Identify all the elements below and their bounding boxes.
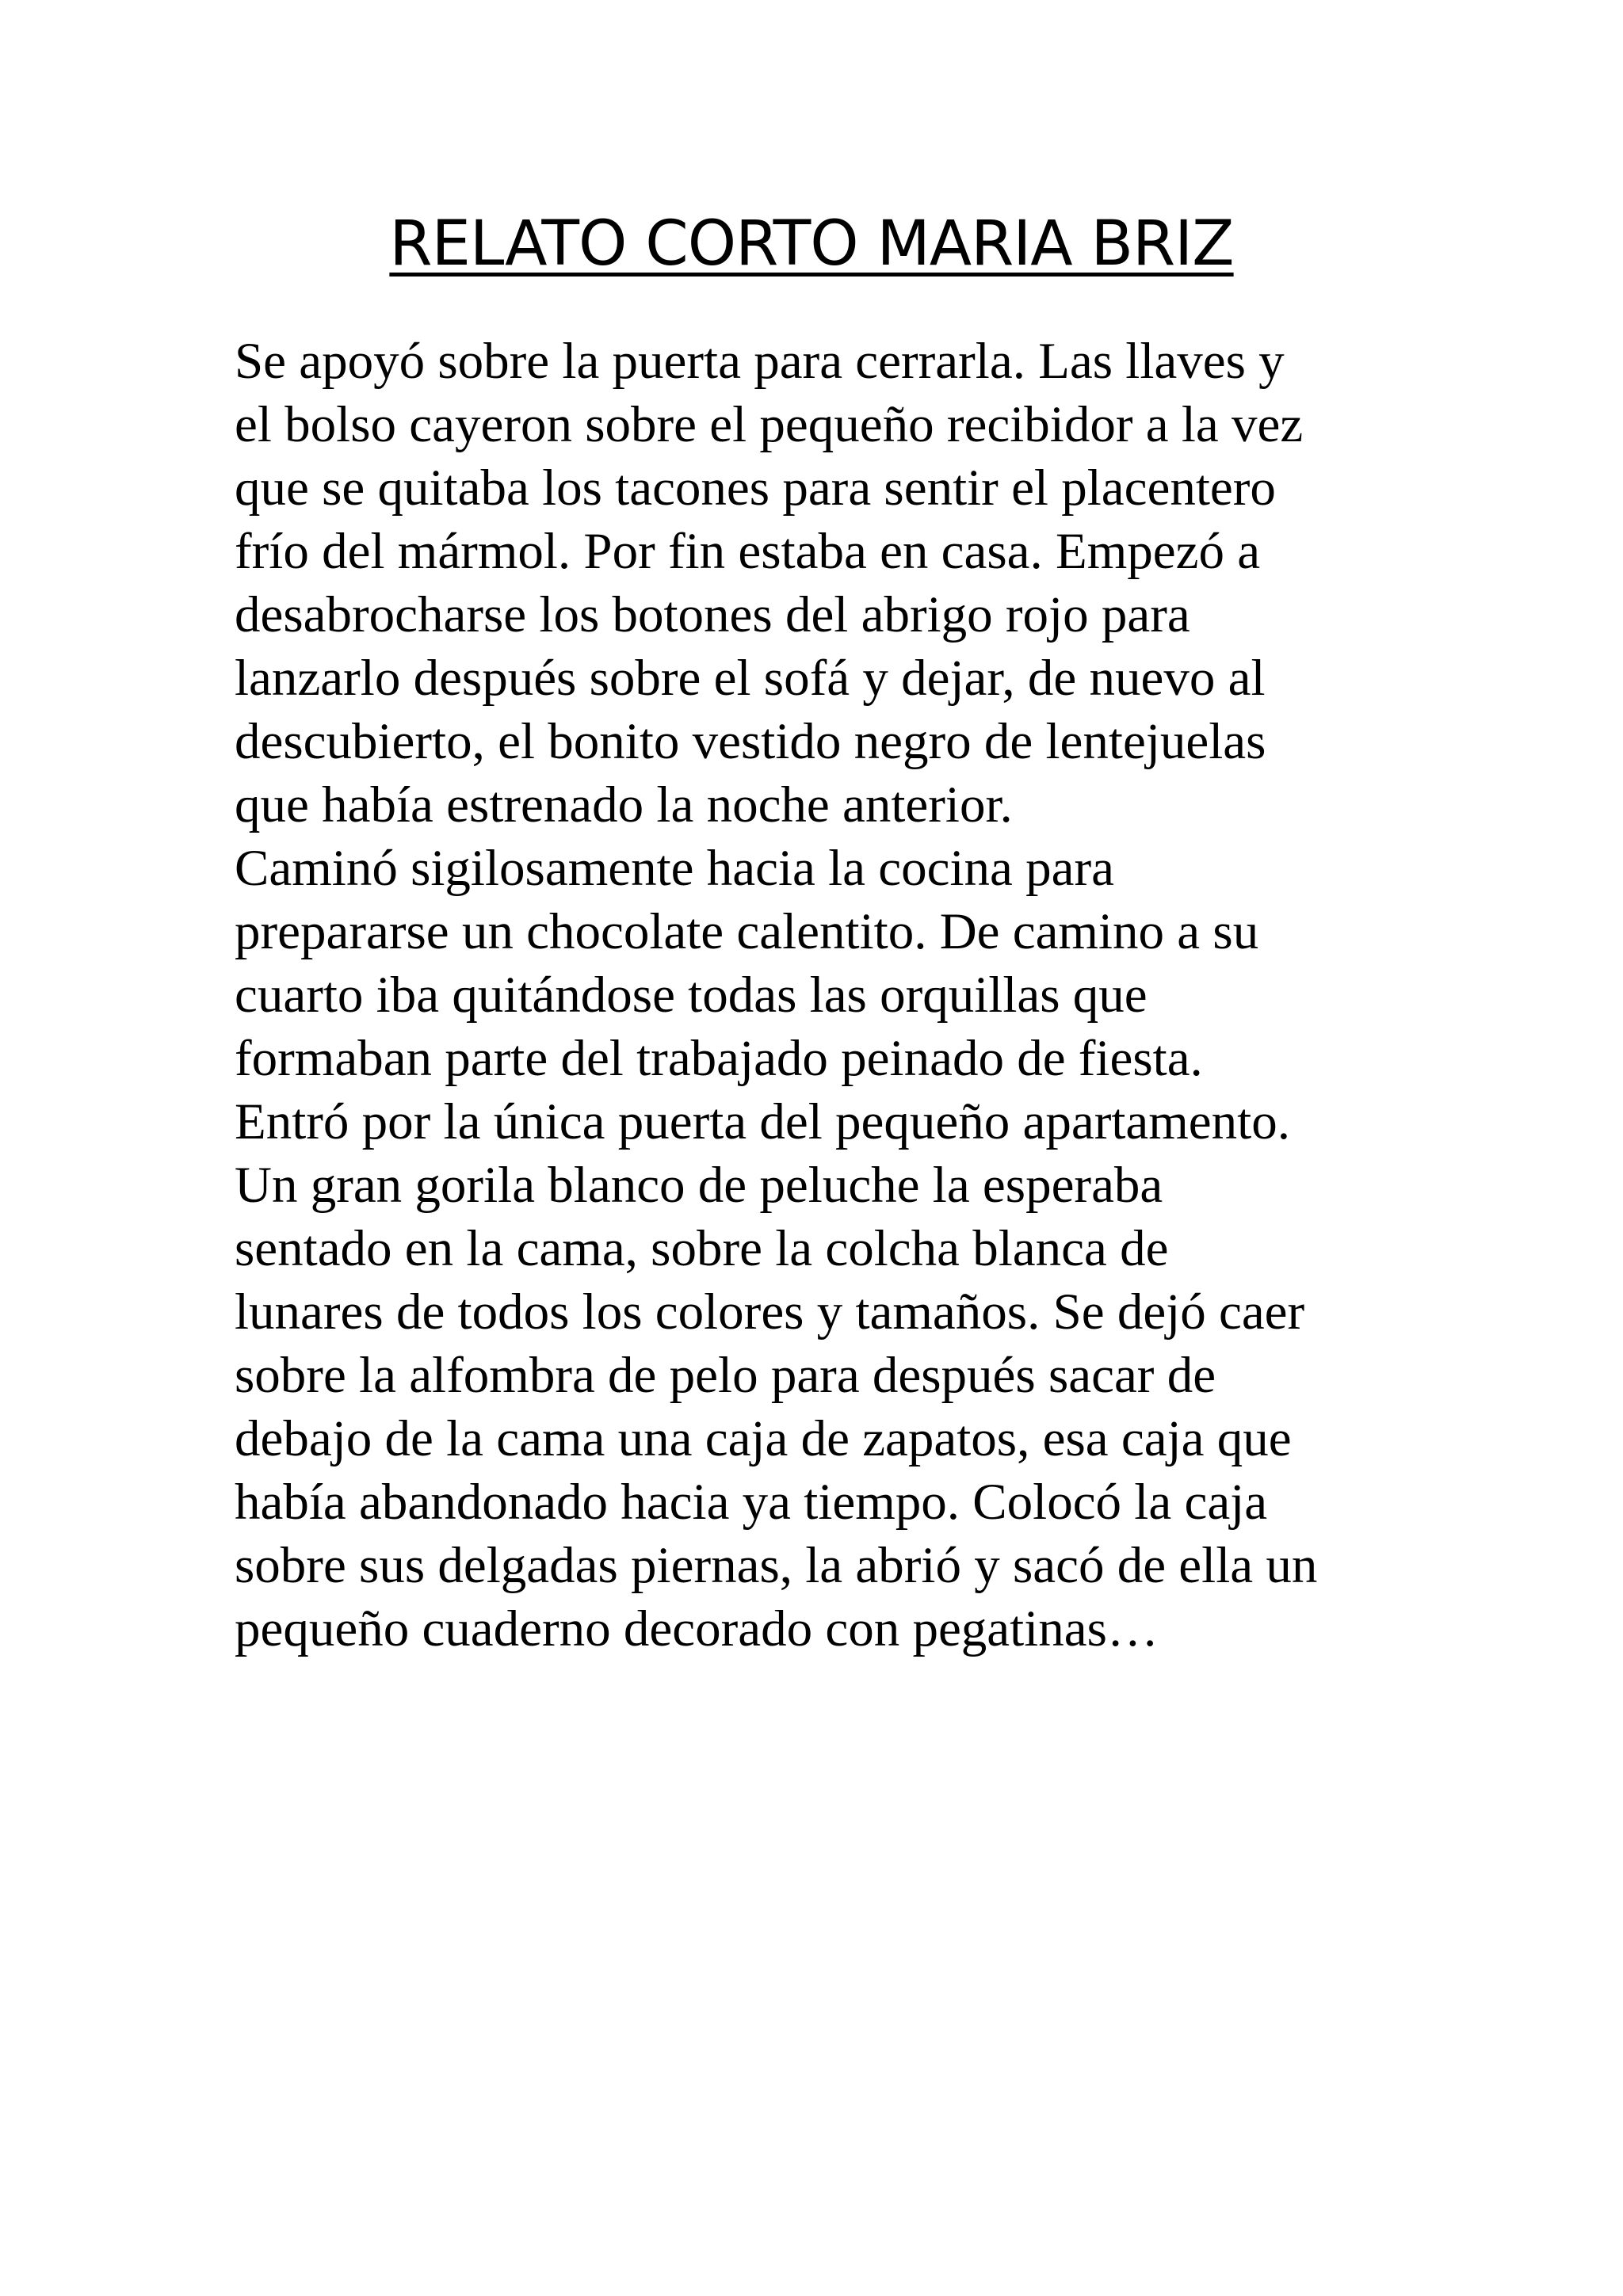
story-line: frío del mármol. Por fin estaba en casa. Empezó a bbox=[235, 523, 1261, 580]
story-line: desabrocharse los botones del abrigo rojo para bbox=[235, 586, 1190, 643]
story-line: Se apoyó sobre la puerta para cerrarla. Las llaves y bbox=[235, 333, 1285, 390]
page-title-text: RELATO CORTO MARIA BRIZ bbox=[389, 208, 1234, 280]
story-line: debajo de la cama una caja de zapatos, esa caja que bbox=[235, 1410, 1292, 1467]
story-line: lanzarlo después sobre el sofá y dejar, de nuevo al bbox=[235, 650, 1266, 707]
story-line: que se quitaba los tacones para sentir el placentero bbox=[235, 460, 1276, 517]
story-body bbox=[235, 330, 1407, 1661]
page-title bbox=[0, 204, 1623, 284]
story-line: había abandonado hacia ya tiempo. Colocó la caja bbox=[235, 1474, 1268, 1531]
story-line: formaban parte del trabajado peinado de fiesta. bbox=[235, 1030, 1203, 1087]
story-line: sentado en la cama, sobre la colcha blanca de bbox=[235, 1220, 1169, 1277]
story-line: pequeño cuaderno decorado con pegatinas… bbox=[235, 1600, 1159, 1657]
story-line: descubierto, el bonito vestido negro de lentejuelas bbox=[235, 713, 1266, 770]
story-line: el bolso cayeron sobre el pequeño recibidor a la vez bbox=[235, 396, 1304, 453]
story-line: sobre sus delgadas piernas, la abrió y sacó de ella un bbox=[235, 1537, 1318, 1594]
story-line: cuarto iba quitándose todas las orquillas que bbox=[235, 967, 1148, 1024]
story-line: que había estrenado la noche anterior. bbox=[235, 776, 1013, 833]
story-line: lunares de todos los colores y tamaños. Se dejó caer bbox=[235, 1283, 1305, 1341]
story-line: prepararse un chocolate calentito. De camino a su bbox=[235, 903, 1259, 960]
story-line: sobre la alfombra de pelo para después sacar de bbox=[235, 1347, 1216, 1404]
story-line: Entró por la única puerta del pequeño apartamento. bbox=[235, 1093, 1290, 1150]
story-line: Caminó sigilosamente hacia la cocina para bbox=[235, 840, 1114, 897]
story-line: Un gran gorila blanco de peluche la esperaba bbox=[235, 1157, 1163, 1214]
